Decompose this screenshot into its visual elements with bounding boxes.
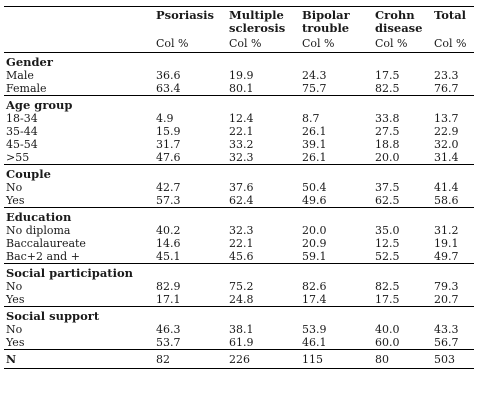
column-header: Bipolar trouble: [302, 8, 350, 35]
cell-value: 52.5: [375, 250, 400, 263]
cell-value: 62.4: [229, 194, 254, 207]
cell-value: 37.6: [229, 181, 254, 194]
cell-value: 46.1: [302, 336, 327, 349]
section-title: Social support: [4, 307, 474, 324]
cell-value: 26.1: [302, 125, 327, 138]
cell-value: 4.9: [156, 112, 174, 125]
row-label: 35-44: [6, 125, 38, 138]
cell-value: 46.3: [156, 323, 181, 336]
cell-value: 36.6: [156, 69, 181, 82]
cell-value: 53.7: [156, 336, 181, 349]
cell-value: 20.0: [375, 151, 400, 164]
column-unit: Col %: [156, 37, 189, 50]
section-heading-row: [4, 264, 474, 281]
cell-value: 50.4: [302, 181, 327, 194]
cell-value: 26.1: [302, 151, 327, 164]
table-row: [4, 194, 474, 208]
row-label: Male: [6, 69, 34, 82]
cell-value: 62.5: [375, 194, 400, 207]
column-unit: Col %: [434, 37, 467, 50]
section-heading-row: [4, 208, 474, 225]
cell-value: 31.7: [156, 138, 181, 151]
cell-value: 82.6: [302, 280, 327, 293]
row-label: No: [6, 181, 23, 194]
cell-value: 19.9: [229, 69, 254, 82]
table-row: [4, 82, 474, 96]
table-row: [4, 293, 474, 307]
cell-value: 59.1: [302, 250, 327, 263]
table-row: [4, 323, 474, 336]
table-row: [4, 336, 474, 350]
cell-value: 20.7: [434, 293, 459, 306]
row-label: Female: [6, 82, 47, 95]
table-row: [4, 250, 474, 264]
column-unit: Col %: [229, 37, 262, 50]
cell-value: 38.1: [229, 323, 254, 336]
cell-value: 45.6: [229, 250, 254, 263]
table-row: [4, 181, 474, 194]
cell-value: 12.4: [229, 112, 254, 125]
row-label: Yes: [6, 336, 25, 349]
cell-value: 37.5: [375, 181, 400, 194]
cell-value: 56.7: [434, 336, 459, 349]
cell-value: 32.3: [229, 224, 254, 237]
cell-value: 17.5: [375, 69, 400, 82]
table-body: [4, 53, 474, 369]
cell-value: 22.1: [229, 125, 254, 138]
section-title: Education: [4, 208, 474, 225]
row-label: Bac+2 and +: [6, 250, 80, 263]
cell-value: 15.9: [156, 125, 181, 138]
row-label: Yes: [6, 194, 25, 207]
table-row: [4, 138, 474, 151]
cell-value: 53.9: [302, 323, 327, 336]
cell-value: 24.8: [229, 293, 254, 306]
cell-value: 23.3: [434, 69, 459, 82]
cell-value: 41.4: [434, 181, 459, 194]
cell-value: 61.9: [229, 336, 254, 349]
cell-value: 40.2: [156, 224, 181, 237]
cell-value: 35.0: [375, 224, 400, 237]
column-header: Crohn disease: [375, 8, 423, 35]
section-title: Age group: [4, 96, 474, 113]
table-row: [4, 280, 474, 293]
column-unit: Col %: [302, 37, 335, 50]
column-header: Total: [434, 8, 467, 22]
row-label: Baccalaureate: [6, 237, 86, 250]
section-title: Social participation: [4, 264, 474, 281]
row-label: No: [6, 280, 23, 293]
cell-value: 58.6: [434, 194, 459, 207]
cell-value: 76.7: [434, 82, 459, 95]
cell-value: 49.7: [434, 250, 459, 263]
cell-value: 12.5: [375, 237, 400, 250]
cell-value: 32.3: [229, 151, 254, 164]
cell-value: 17.4: [302, 293, 327, 306]
total-row: [4, 350, 474, 369]
cell-value: 20.9: [302, 237, 327, 250]
header-row: [4, 7, 474, 38]
cell-value: 27.5: [375, 125, 400, 138]
total-value: 80: [373, 350, 432, 369]
demographics-table: [4, 6, 474, 369]
cell-value: 32.0: [434, 138, 459, 151]
section-title: Couple: [4, 165, 474, 182]
cell-value: 17.1: [156, 293, 181, 306]
cell-value: 19.1: [434, 237, 459, 250]
unit-row: [4, 37, 474, 53]
cell-value: 39.1: [302, 138, 327, 151]
cell-value: 17.5: [375, 293, 400, 306]
cell-value: 63.4: [156, 82, 181, 95]
cell-value: 45.1: [156, 250, 181, 263]
table-row: [4, 69, 474, 82]
section-heading-row: [4, 165, 474, 182]
cell-value: 60.0: [375, 336, 400, 349]
cell-value: 13.7: [434, 112, 459, 125]
total-value: 82: [154, 350, 227, 369]
cell-value: 42.7: [156, 181, 181, 194]
total-value: 226: [227, 350, 300, 369]
cell-value: 22.1: [229, 237, 254, 250]
cell-value: 31.4: [434, 151, 459, 164]
cell-value: 18.8: [375, 138, 400, 151]
cell-value: 79.3: [434, 280, 459, 293]
stub-header: [4, 7, 154, 38]
cell-value: 75.2: [229, 280, 254, 293]
table-row: [4, 237, 474, 250]
cell-value: 82.5: [375, 82, 400, 95]
total-label: N: [4, 350, 154, 369]
cell-value: 20.0: [302, 224, 327, 237]
cell-value: 75.7: [302, 82, 327, 95]
cell-value: 22.9: [434, 125, 459, 138]
cell-value: 8.7: [302, 112, 320, 125]
cell-value: 31.2: [434, 224, 459, 237]
cell-value: 80.1: [229, 82, 254, 95]
table-row: [4, 224, 474, 237]
cell-value: 40.0: [375, 323, 400, 336]
cell-value: 33.2: [229, 138, 254, 151]
row-label: Yes: [6, 293, 25, 306]
cell-value: 14.6: [156, 237, 181, 250]
section-heading-row: [4, 96, 474, 113]
row-label: 18-34: [6, 112, 38, 125]
cell-value: 24.3: [302, 69, 327, 82]
total-value: 115: [300, 350, 373, 369]
section-heading-row: [4, 53, 474, 70]
cell-value: 57.3: [156, 194, 181, 207]
cell-value: 49.6: [302, 194, 327, 207]
cell-value: 43.3: [434, 323, 459, 336]
column-unit: Col %: [375, 37, 408, 50]
row-label: 45-54: [6, 138, 38, 151]
total-value: 503: [432, 350, 474, 369]
cell-value: 47.6: [156, 151, 181, 164]
cell-value: 33.8: [375, 112, 400, 125]
row-label: No diploma: [6, 224, 71, 237]
row-label: >55: [6, 151, 30, 164]
table-row: [4, 125, 474, 138]
section-heading-row: [4, 307, 474, 324]
column-header: Multiple sclerosis: [229, 8, 286, 35]
column-header: Psoriasis: [156, 8, 214, 22]
cell-value: 82.5: [375, 280, 400, 293]
table-header: [4, 7, 474, 53]
table-row: [4, 151, 474, 165]
row-label: No: [6, 323, 23, 336]
table-row: [4, 112, 474, 125]
section-title: Gender: [4, 53, 474, 70]
cell-value: 82.9: [156, 280, 181, 293]
